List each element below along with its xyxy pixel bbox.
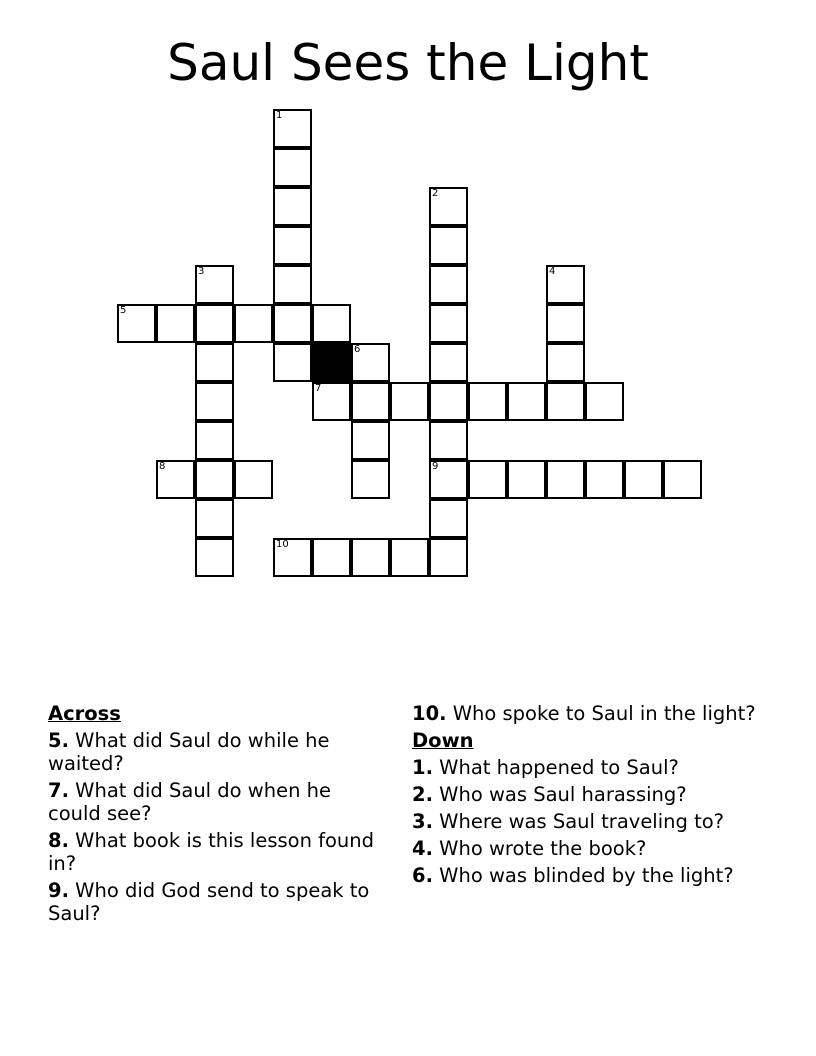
grid-cell[interactable] [312, 538, 351, 577]
grid-cell[interactable] [117, 304, 156, 343]
grid-cell[interactable] [273, 343, 312, 382]
grid-cell[interactable] [429, 538, 468, 577]
grid-cell[interactable] [273, 304, 312, 343]
clue-number: 6 [354, 344, 361, 355]
clue-number: 1 [276, 110, 283, 121]
grid-cell[interactable] [273, 265, 312, 304]
across-heading: Across [48, 702, 121, 725]
clue-down-1: 1. What happened to Saul? [412, 756, 679, 779]
grid-cell[interactable] [546, 460, 585, 499]
grid-cell[interactable] [351, 343, 390, 382]
grid-cell[interactable] [273, 109, 312, 148]
grid-cell[interactable] [312, 382, 351, 421]
clue-across-10: 10. Who spoke to Saul in the light? [412, 702, 756, 725]
clues-column-right [412, 702, 762, 891]
grid-cell[interactable] [156, 460, 195, 499]
grid-cell[interactable] [195, 421, 234, 460]
grid-cell[interactable] [195, 499, 234, 538]
clue-number: 8 [159, 461, 166, 472]
clue-number: 2 [432, 188, 439, 199]
grid-cell[interactable] [273, 538, 312, 577]
grid-cell[interactable] [312, 304, 351, 343]
down-heading: Down [412, 729, 474, 752]
clue-number: 5 [120, 305, 127, 316]
clue-number: 4 [549, 266, 556, 277]
grid-cell[interactable] [546, 382, 585, 421]
clue-across-7: 7. What did Saul do when he could see? [48, 779, 332, 825]
grid-cell[interactable] [429, 304, 468, 343]
clue-across-5: 5. What did Saul do while he waited? [48, 729, 330, 775]
grid-cell[interactable] [195, 460, 234, 499]
grid-cell[interactable] [195, 382, 234, 421]
grid-cell[interactable] [429, 421, 468, 460]
grid-cell[interactable] [546, 343, 585, 382]
grid-cell[interactable] [234, 304, 273, 343]
grid-cell[interactable] [429, 499, 468, 538]
grid-cell[interactable] [390, 382, 429, 421]
black-square [312, 343, 351, 382]
grid-cell[interactable] [195, 265, 234, 304]
grid-cell[interactable] [195, 304, 234, 343]
clue-down-6: 6. Who was blinded by the light? [412, 864, 734, 887]
clue-down-3: 3. Where was Saul traveling to? [412, 810, 725, 833]
grid-cell[interactable] [351, 421, 390, 460]
grid-cell[interactable] [429, 265, 468, 304]
grid-cell[interactable] [273, 226, 312, 265]
grid-cell[interactable] [429, 187, 468, 226]
clue-number: 7 [315, 383, 322, 394]
grid-cell[interactable] [507, 382, 546, 421]
grid-cell[interactable] [429, 382, 468, 421]
grid-cell[interactable] [351, 538, 390, 577]
clue-down-2: 2. Who was Saul harassing? [412, 783, 687, 806]
grid-cell[interactable] [429, 226, 468, 265]
grid-cell[interactable] [351, 382, 390, 421]
page-title: Saul Sees the Light [167, 34, 649, 92]
grid-cell[interactable] [468, 460, 507, 499]
grid-cell[interactable] [273, 148, 312, 187]
clues-column-left [48, 702, 388, 929]
grid-cell[interactable] [585, 460, 624, 499]
grid-cell[interactable] [429, 460, 468, 499]
clue-down-4: 4. Who wrote the book? [412, 837, 647, 860]
grid-cell[interactable] [546, 265, 585, 304]
grid-cell[interactable] [585, 382, 624, 421]
grid-cell[interactable] [468, 382, 507, 421]
grid-cell[interactable] [273, 187, 312, 226]
grid-cell[interactable] [234, 460, 273, 499]
grid-cell[interactable] [195, 538, 234, 577]
grid-cell[interactable] [507, 460, 546, 499]
grid-cell[interactable] [390, 538, 429, 577]
clue-number: 10 [276, 539, 289, 550]
clue-across-8: 8. What book is this lesson found in? [48, 829, 375, 875]
grid-cell[interactable] [195, 343, 234, 382]
grid-cell[interactable] [624, 460, 663, 499]
clue-number: 9 [432, 461, 439, 472]
grid-cell[interactable] [156, 304, 195, 343]
grid-cell[interactable] [546, 304, 585, 343]
clue-across-9: 9. Who did God send to speak to Saul? [48, 879, 370, 925]
grid-cell[interactable] [351, 460, 390, 499]
grid-cell[interactable] [429, 343, 468, 382]
clue-number: 3 [198, 266, 205, 277]
grid-cell[interactable] [663, 460, 702, 499]
